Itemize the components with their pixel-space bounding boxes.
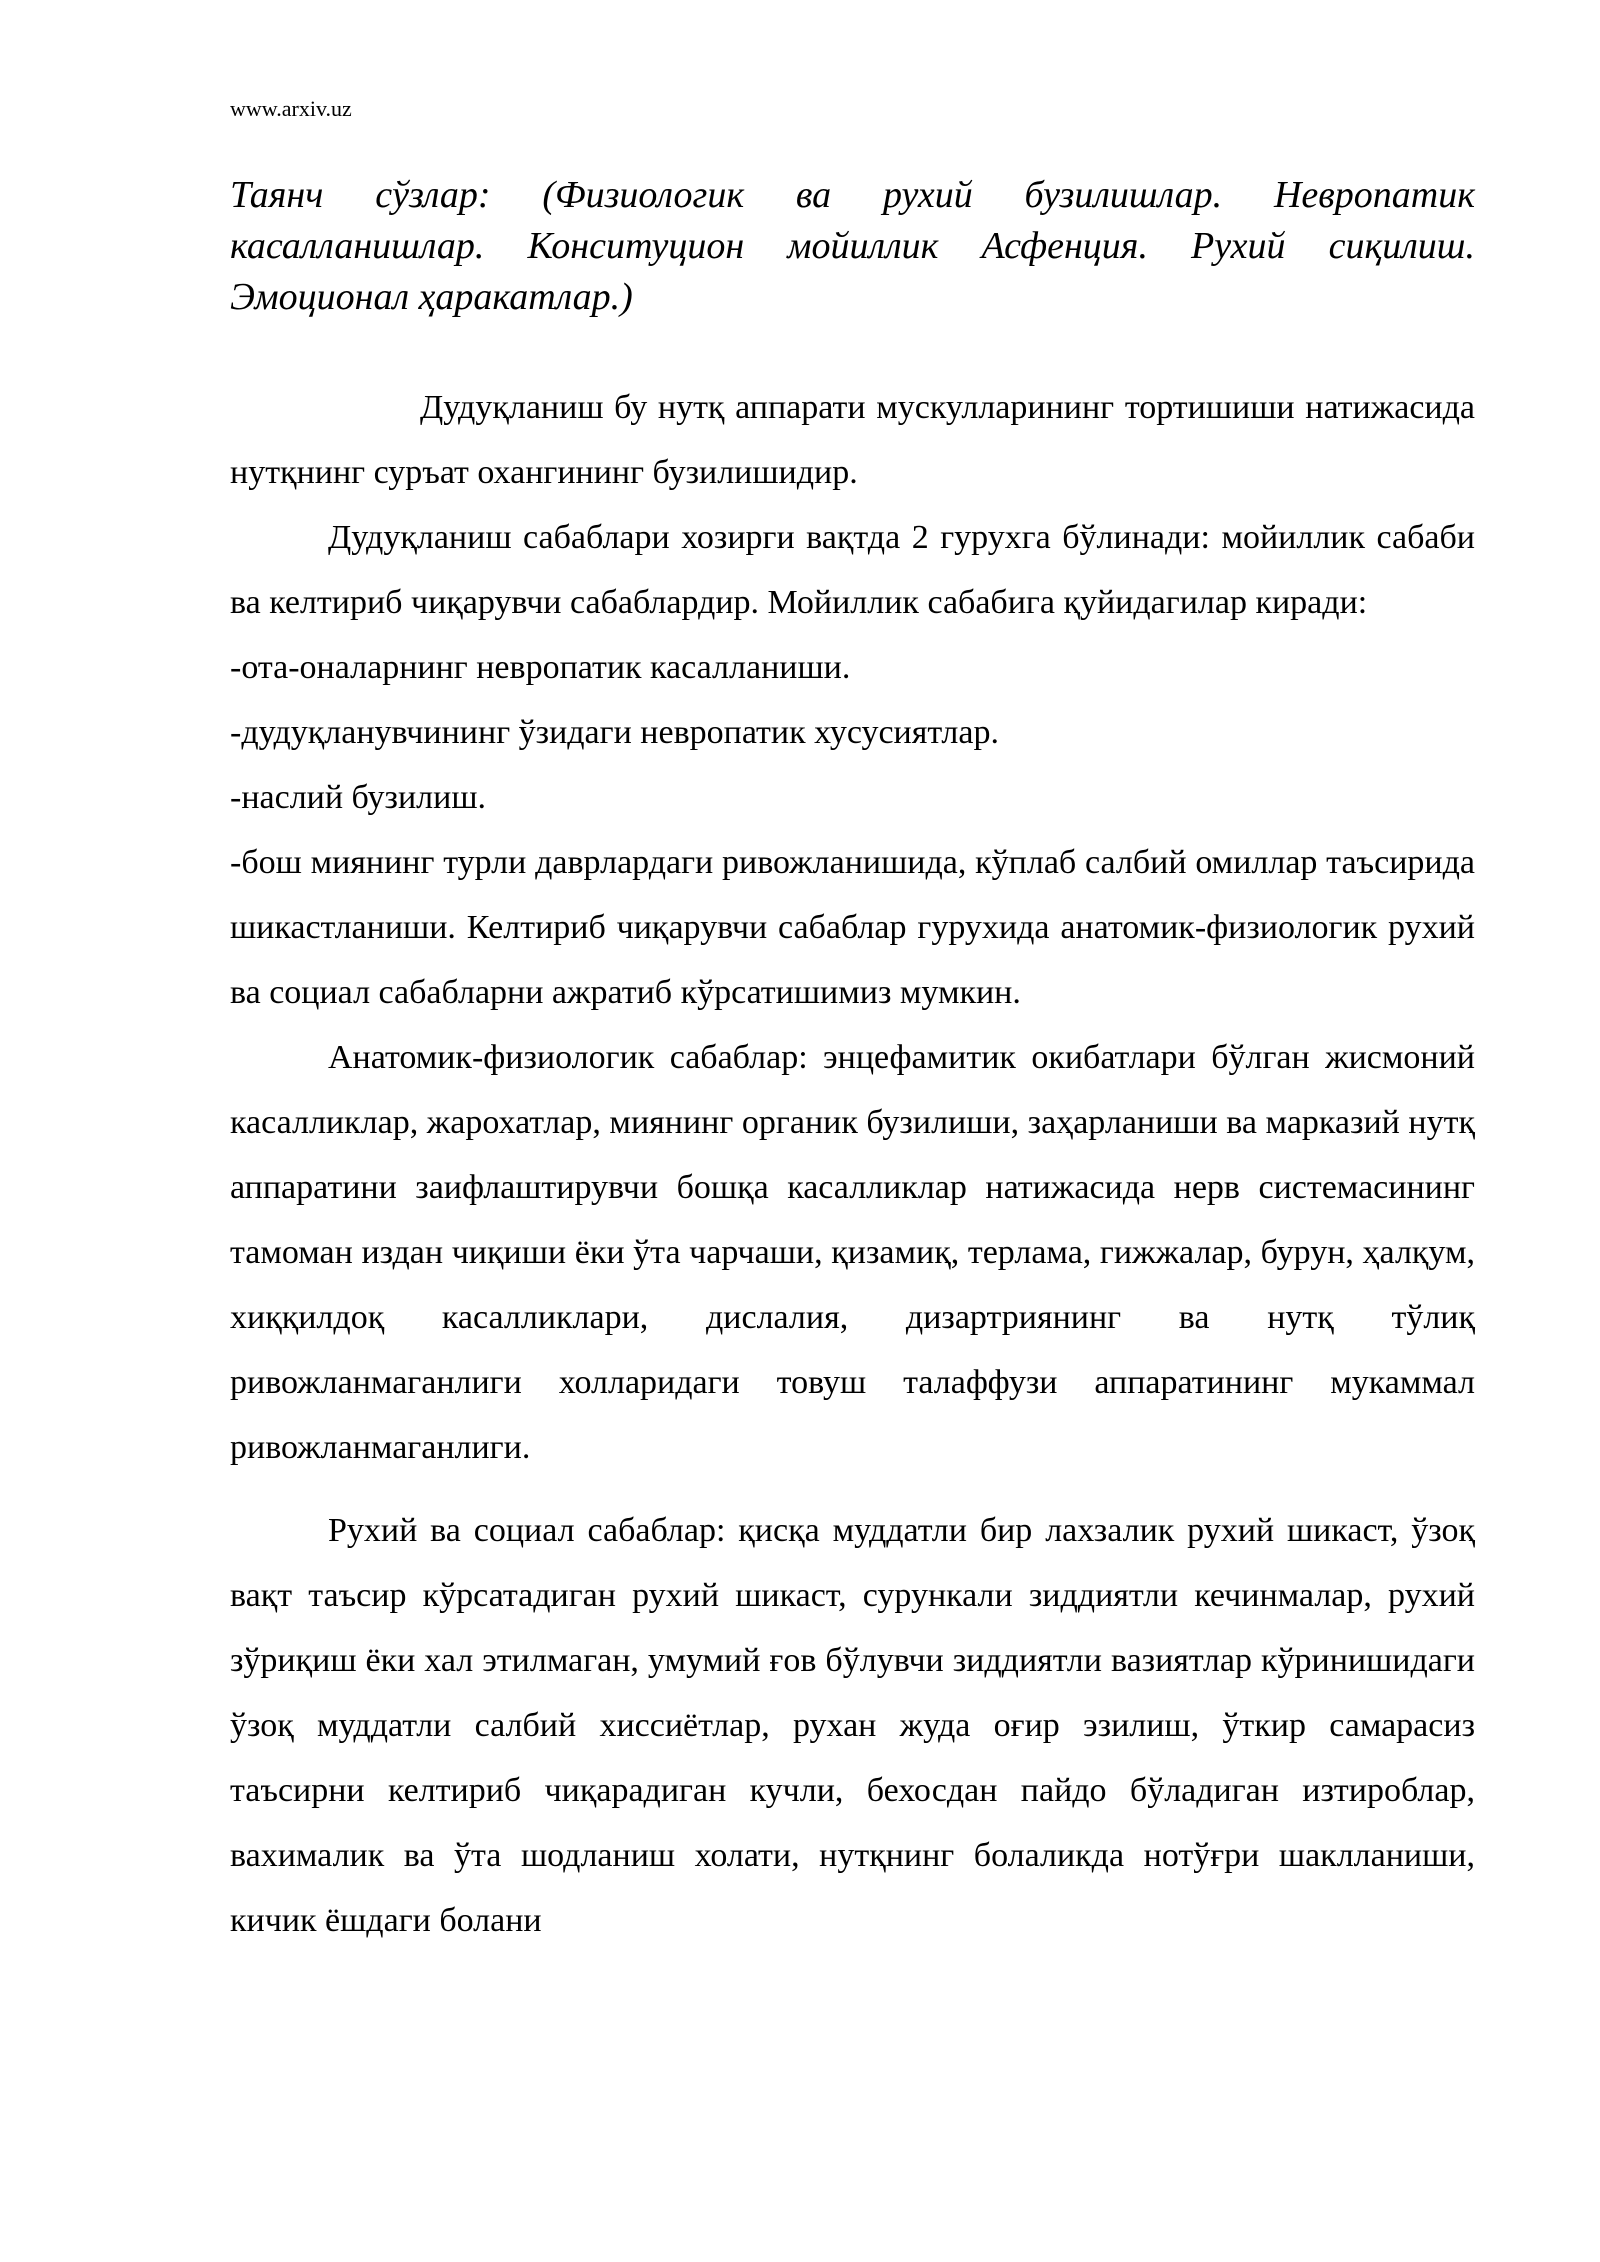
list-item: -ота-оналарнинг невропатик касалланиши. (230, 649, 851, 686)
list-item: -бош миянинг турли даврлардаги ривожланишида, кўплаб салбий омиллар таъсирида шикастланиши. Келтириб чиқарувчи сабаблар гурухида анатомик-физиологик рухий ва социал сабабларни ажратиб кўрсатишимиз мумкин. (230, 844, 1475, 1011)
list-item: -наслий бузилиш. (230, 779, 487, 816)
paragraph-definition: Дудуқланиш бу нутқ аппарати мускулларининг тортишиши натижасида нутқнинг суръат охангининг бузилишидир. (230, 389, 1475, 491)
paragraph-causes-intro: Дудуқланиш сабаблари хозирги вақтда 2 гурухга бўлинади: мойиллик сабаби ва келтириб чиқарувчи сабаблардир. Мойиллик сабабига қуйидагилар киради: (230, 519, 1475, 621)
paragraph-anatomic-causes: Анатомик-физиологик сабаблар: энцефамитик окибатлари бўлган жисмоний касалликлар, жарохатлар, миянинг органик бузилиши, заҳарланиши ва марказий нутқ аппаратини заифлаштирувчи бошқа касалликлар натижасида нерв системасининг тамоман издан чиқиши ёки ўта чарчаши, қизамиқ, терлама, гижжалар, бурун, ҳалқум, хиққилдоқ касалликлари, дислалия, дизартриянинг ва нутқ тўлиқ ривожланмаганлиги холларидаги товуш талаффузи аппаратининг мукаммал ривожланмаганлиги. (230, 1039, 1475, 1466)
paragraph-psychic-causes: Рухий ва социал сабаблар: қисқа муддатли бир лахзалик рухий шикаст, ўзоқ вақт таъсир кўрсатадиган рухий шикаст, сурункали зиддиятли кечинмалар, рухий зўриқиш ёки хал этилмаган, умумий ғов бўлувчи зиддиятли вазиятлар кўринишидаги ўзоқ муддатли салбий хиссиётлар, рухан жуда оғир эзилиш, ўткир самарасиз таъсирни келтириб чиқарадиган кучли, бехосдан пайдо бўладиган изтироблар, вахималик ва ўта шодланиш холати, нутқнинг болаликда нотўғри шаклланиши, кичик ёшдаги болани (230, 1512, 1475, 1939)
document-body (230, 375, 1475, 1953)
keywords-paragraph: Таянч сўзлар: (Физиологик ва рухий бузилишлар. Невропатик касалланишлар. Конситуцион мойиллик Асфенция. Рухий сиқилиш. Эмоционал ҳаракатлар.) (230, 174, 1475, 318)
header-url: www.arxiv.uz (230, 96, 352, 121)
list-item: -дудуқланувчининг ўзидаги невропатик хусусиятлар. (230, 714, 999, 751)
